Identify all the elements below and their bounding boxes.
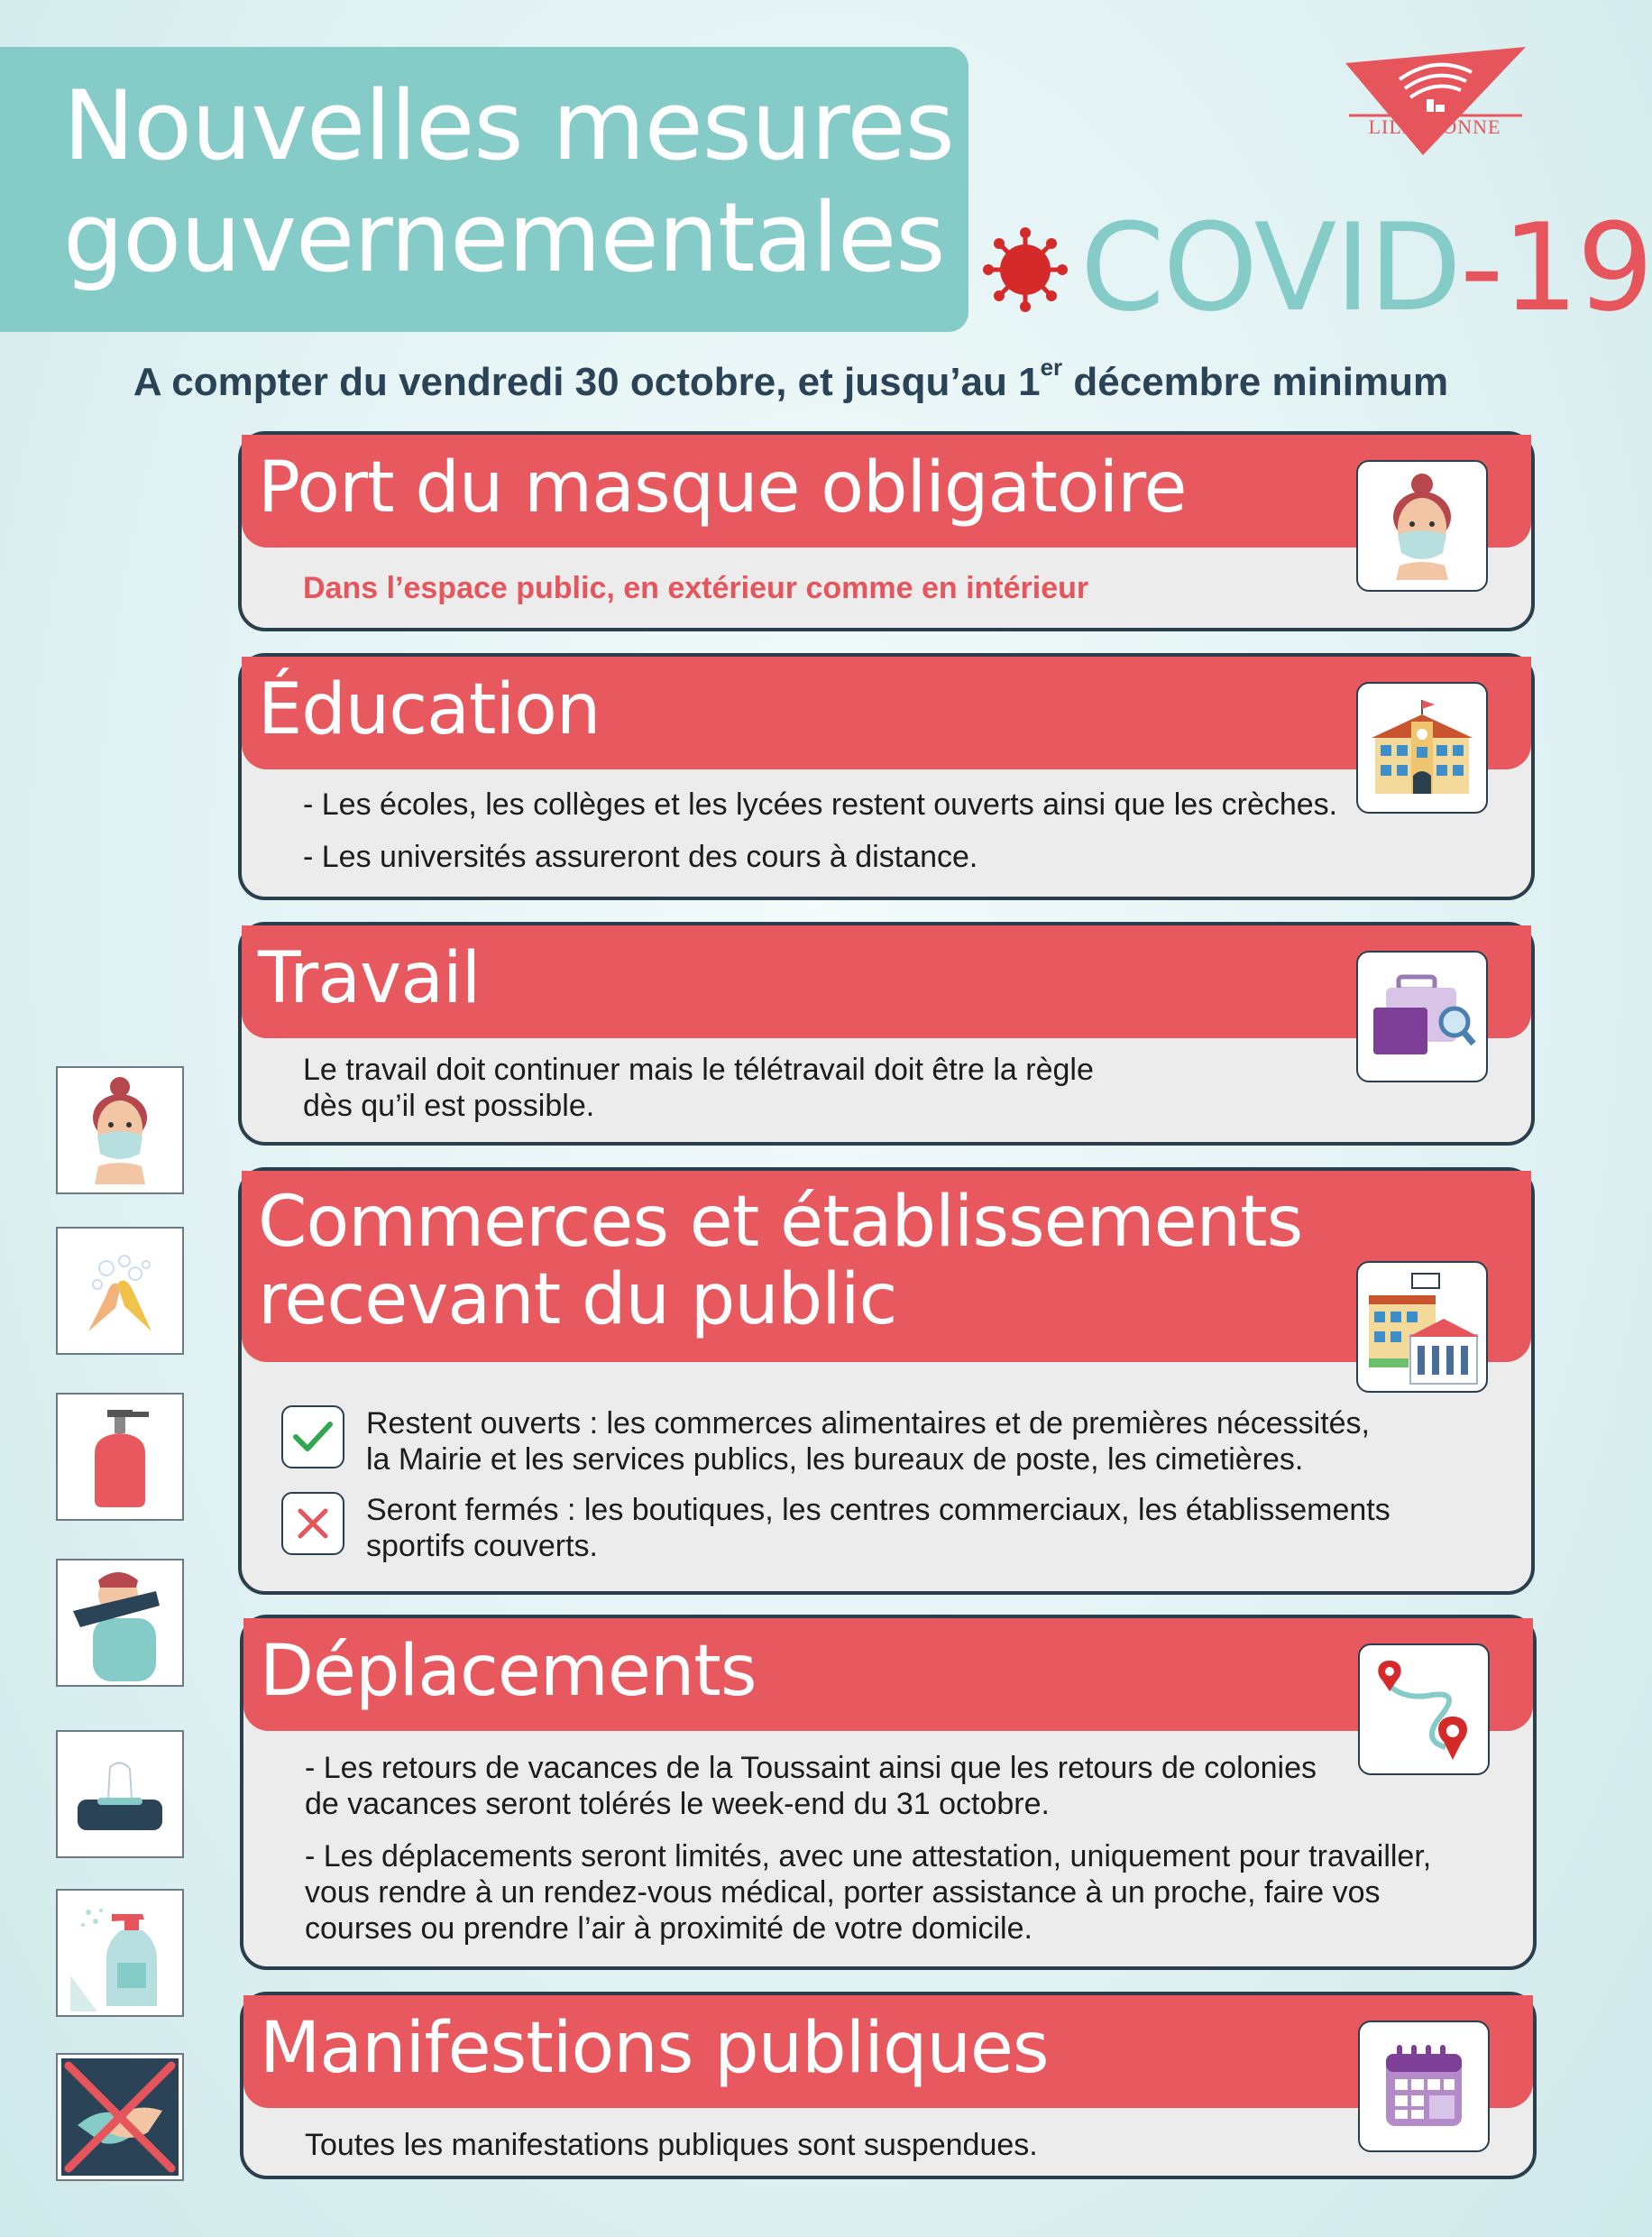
card-education-line-1: - Les écoles, les collèges et les lycées restent ouverts ainsi que les crèches. xyxy=(303,787,1338,822)
closed-businesses-text xyxy=(366,1492,1390,1564)
card-education-header xyxy=(242,657,1531,769)
card-manifestations xyxy=(240,1992,1537,2179)
calendar-icon xyxy=(1358,2021,1490,2152)
card-deplacements-p2 xyxy=(305,1838,1497,1947)
page-title xyxy=(63,70,965,294)
covid-heading xyxy=(1080,200,1652,336)
date-range xyxy=(0,354,1582,405)
deplacements-p1-line-2: de vacances seront tolérés le week-end du 31 octobre. xyxy=(305,1787,1050,1821)
card-commerces-header xyxy=(242,1171,1531,1362)
date-suffix: décembre minimum xyxy=(1062,360,1449,404)
card-masque-header xyxy=(242,435,1531,548)
card-deplacements-body xyxy=(305,1750,1497,1963)
title-line-1: Nouvelles mesures xyxy=(63,70,954,181)
soap-dispenser-icon xyxy=(56,1393,184,1521)
tissue-box-icon xyxy=(56,1730,184,1858)
cough-elbow-icon xyxy=(56,1559,184,1687)
card-education xyxy=(238,653,1535,900)
card-deplacements-title: Déplacements xyxy=(260,1631,757,1712)
closed-businesses-row xyxy=(281,1492,1423,1564)
card-commerces xyxy=(238,1167,1535,1595)
card-manifestations-title: Manifestions publiques xyxy=(260,2008,1049,2089)
card-travail-body xyxy=(303,1052,1351,1124)
card-education-line-2: - Les universités assureront des cours à distance. xyxy=(303,840,978,874)
masked-woman-icon xyxy=(1356,460,1488,592)
card-commerces-title-line-1: Commerces et établissements xyxy=(258,1182,1303,1263)
date-prefix: A compter du vendredi 30 octobre, et jusqu’au 1 xyxy=(133,360,1041,404)
title-line-2: gouvernementales xyxy=(63,182,945,293)
spray-bottle-icon xyxy=(56,1889,184,2017)
open-businesses-row xyxy=(281,1405,1423,1478)
card-education-title: Éducation xyxy=(258,669,601,750)
card-travail-line-2: dès qu’il est possible. xyxy=(303,1089,595,1123)
deplacements-p2-line-3: courses ou prendre l’air à proximité de votre domicile. xyxy=(305,1911,1032,1946)
covid-word: COVID xyxy=(1080,198,1461,338)
logo-text: LILLEBONNE xyxy=(1368,115,1501,138)
open-businesses-text xyxy=(366,1405,1370,1478)
card-manifestations-header xyxy=(243,1995,1533,2108)
check-icon xyxy=(281,1405,344,1468)
card-manifestations-text: Toutes les manifestations publiques sont suspendues. xyxy=(305,2128,1038,2162)
card-travail-header xyxy=(242,925,1531,1038)
covid-number: -19 xyxy=(1460,198,1652,338)
card-deplacements xyxy=(240,1615,1537,1970)
card-masque-text: Dans l’espace public, en extérieur comme en intérieur xyxy=(303,571,1089,605)
virus-icon xyxy=(985,229,1066,310)
cross-icon xyxy=(281,1492,344,1555)
masked-woman-icon xyxy=(56,1066,184,1194)
deplacements-p2-line-2: vous rendre à un rendez-vous médical, porter assistance à un proche, faire vos xyxy=(305,1875,1381,1910)
hand-washing-icon xyxy=(56,1227,184,1355)
card-travail xyxy=(238,922,1535,1146)
card-commerces-title-line-2: recevant du public xyxy=(258,1259,897,1340)
open-line-1: Restent ouverts : les commerces alimentaires et de premières nécessités, xyxy=(366,1406,1371,1441)
briefcase-icon xyxy=(1356,951,1488,1082)
closed-line-1: Seront fermés : les boutiques, les centres commerciaux, les établissements xyxy=(366,1493,1390,1527)
card-masque-title: Port du masque obligatoire xyxy=(258,447,1187,529)
card-masque xyxy=(238,431,1535,631)
card-deplacements-header xyxy=(243,1618,1533,1731)
buildings-icon xyxy=(1356,1261,1488,1393)
lillebonne-logo xyxy=(1345,47,1526,155)
card-deplacements-p1 xyxy=(305,1750,1497,1822)
card-education-body xyxy=(303,787,1495,891)
card-commerces-title xyxy=(258,1183,1302,1339)
open-line-2: la Mairie et les services publics, les bureaux de poste, les cimetières. xyxy=(366,1442,1304,1477)
card-travail-title: Travail xyxy=(258,938,481,1019)
deplacements-p1-line-1: - Les retours de vacances de la Toussaint ainsi que les retours de colonies xyxy=(305,1751,1317,1785)
no-handshake-icon xyxy=(56,2053,184,2181)
deplacements-p2-line-1: - Les déplacements seront limités, avec une attestation, uniquement pour travailler, xyxy=(305,1839,1432,1873)
date-sup: er xyxy=(1040,354,1063,381)
closed-line-2: sportifs couverts. xyxy=(366,1529,598,1563)
card-travail-line-1: Le travail doit continuer mais le télétravail doit être la règle xyxy=(303,1053,1094,1087)
